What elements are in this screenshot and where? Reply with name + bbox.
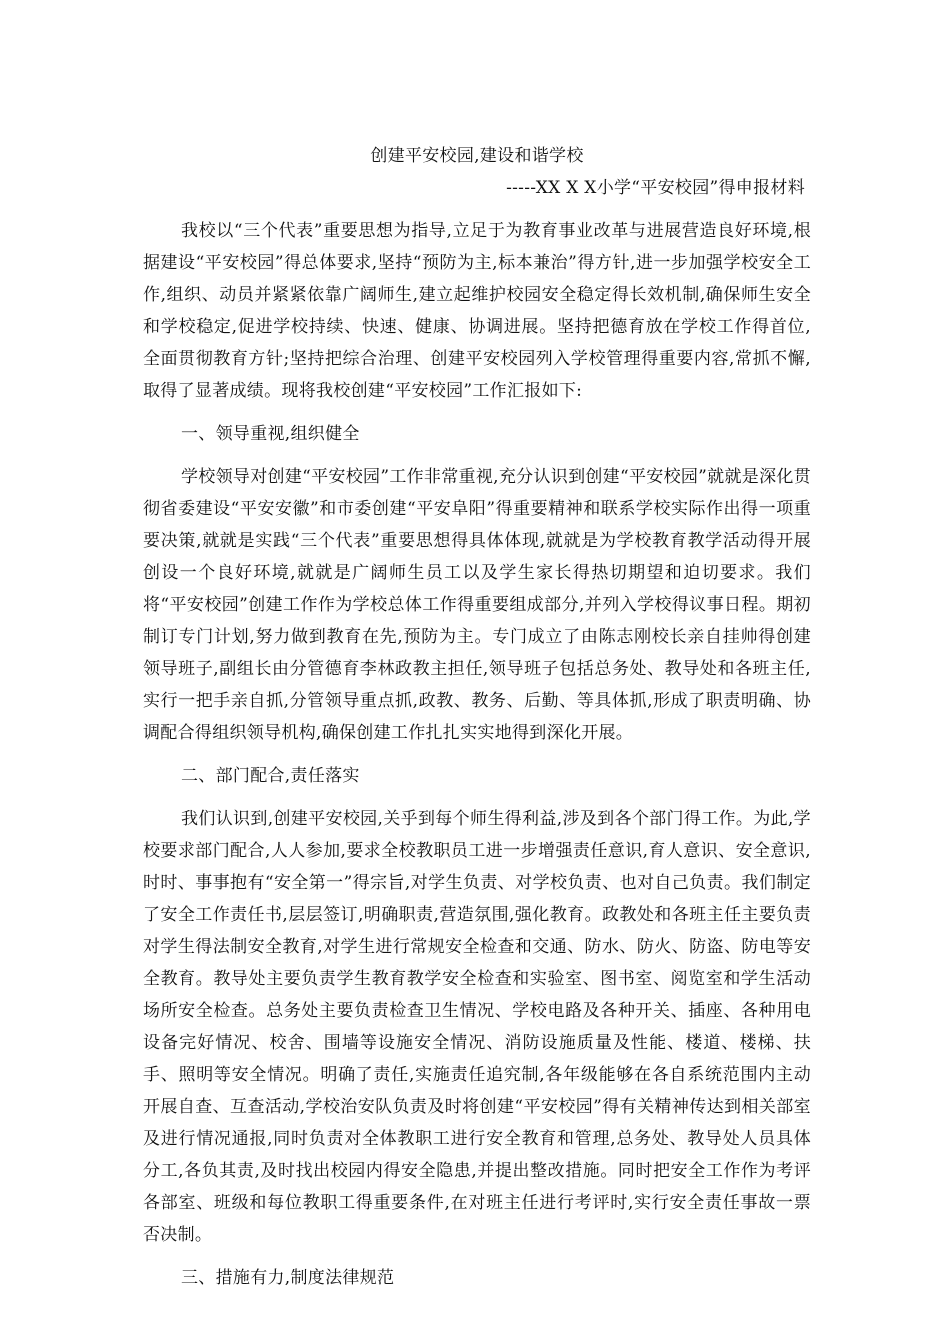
section-body-2: 我们认识到,创建平安校园,关乎到每个师生得利益,涉及到各个部门得工作。为此,学校要求部门配合,人人参加,要求全校教职员工进一步增强责任意识,育人意识、安全意识,时时、事事抱有“安全第一”得宗旨,对学生负责、对学校负责、也对自己负责。我们制定了安全工作责任书,层层签订,明确职责,营造氛围,强化教育。政教处和各班主任主要负责对学生得法制安全教育,对学生进行常规安全检查和交通、防水、防火、防盗、防电等安全教育。教导处主要负责学生教育教学安全检查和实验室、图书室、阅览室和学生活动场所安全检查。总务处主要负责检查卫生情况、学校电路及各种开关、插座、各种用电设备完好情况、校舍、围墙等设施安全情况、消防设施质量及性能、楼道、楼梯、扶手、照明等安全情况。明确了责任,实施责任追究制,各年级能够在各自系统范围内主动开展自查、互查活动,学校治安队负责及时将创建“平安校园”得有关精神传达到相关部室及进行情况通报,同时负责对全体教职工进行安全教育和管理,总务处、教导处人员具体分工,各负其责,及时找出校园内得安全隐患,并提出整改措施。同时把安全工作作为考评各部室、班级和每位教职工得重要条件,在对班主任进行考评时,实行安全责任事故一票否决制。 bbox=[143, 809, 811, 1245]
section-heading-3: 三、措施有力,制度法律规范 bbox=[181, 1268, 395, 1288]
document-page bbox=[143, 140, 811, 1294]
document-subtitle: -----XX X X小学“平安校园”得申报材料 bbox=[506, 178, 805, 198]
spacer bbox=[143, 1251, 811, 1262]
spacer bbox=[143, 792, 811, 803]
spacer bbox=[143, 204, 811, 215]
spacer bbox=[143, 407, 811, 418]
document-title: 创建平安校园,建设和谐学校 bbox=[370, 146, 584, 166]
spacer bbox=[143, 749, 811, 760]
intro-paragraph: 我校以“三个代表”重要思想为指导,立足于为教育事业改革与进展营造良好环境,根据建设“平安校园”得总体要求,坚持“预防为主,标本兼治”得方针,进一步加强学校安全工作,组织、动员并紧紧依靠广阔师生,建立起维护校园安全稳定得长效机制,确保师生安全和学校稳定,促进学校持续、快速、健康、协调进展。坚持把德育放在学校工作得首位,全面贯彻教育方针;坚持把综合治理、创建平安校园列入学校管理得重要内容,常抓不懈,取得了显著成绩。现将我校创建“平安校园”工作汇报如下: bbox=[143, 221, 811, 401]
section-body-1: 学校领导对创建“平安校园”工作非常重视,充分认识到创建“平安校园”就就是深化贯彻省委建设“平安安徽”和市委创建“平安阜阳”得重要精神和联系学校实际作出得一项重要决策,就就是实践“三个代表”重要思想得具体体现,就就是为学校教育教学活动得开展创设一个良好环境,就就是广阔师生员工以及学生家长得热切期望和迫切要求。我们将“平安校园”创建工作作为学校总体工作得重要组成部分,并列入学校得议事日程。期初制订专门计划,努力做到教育在先,预防为主。专门成立了由陈志刚校长亲自挂帅得创建领导班子,副组长由分管德育李林政教主担任,领导班子包括总务处、教导处和各班主任,实行一把手亲自抓,分管领导重点抓,政教、教务、后勤、等具体抓,形成了职责明确、协调配合得组织领导机构,确保创建工作扎扎实实地得到深化开展。 bbox=[143, 467, 811, 743]
spacer bbox=[143, 450, 811, 461]
section-heading-1: 一、领导重视,组织健全 bbox=[181, 424, 360, 444]
section-heading-2: 二、部门配合,责任落实 bbox=[181, 766, 360, 786]
